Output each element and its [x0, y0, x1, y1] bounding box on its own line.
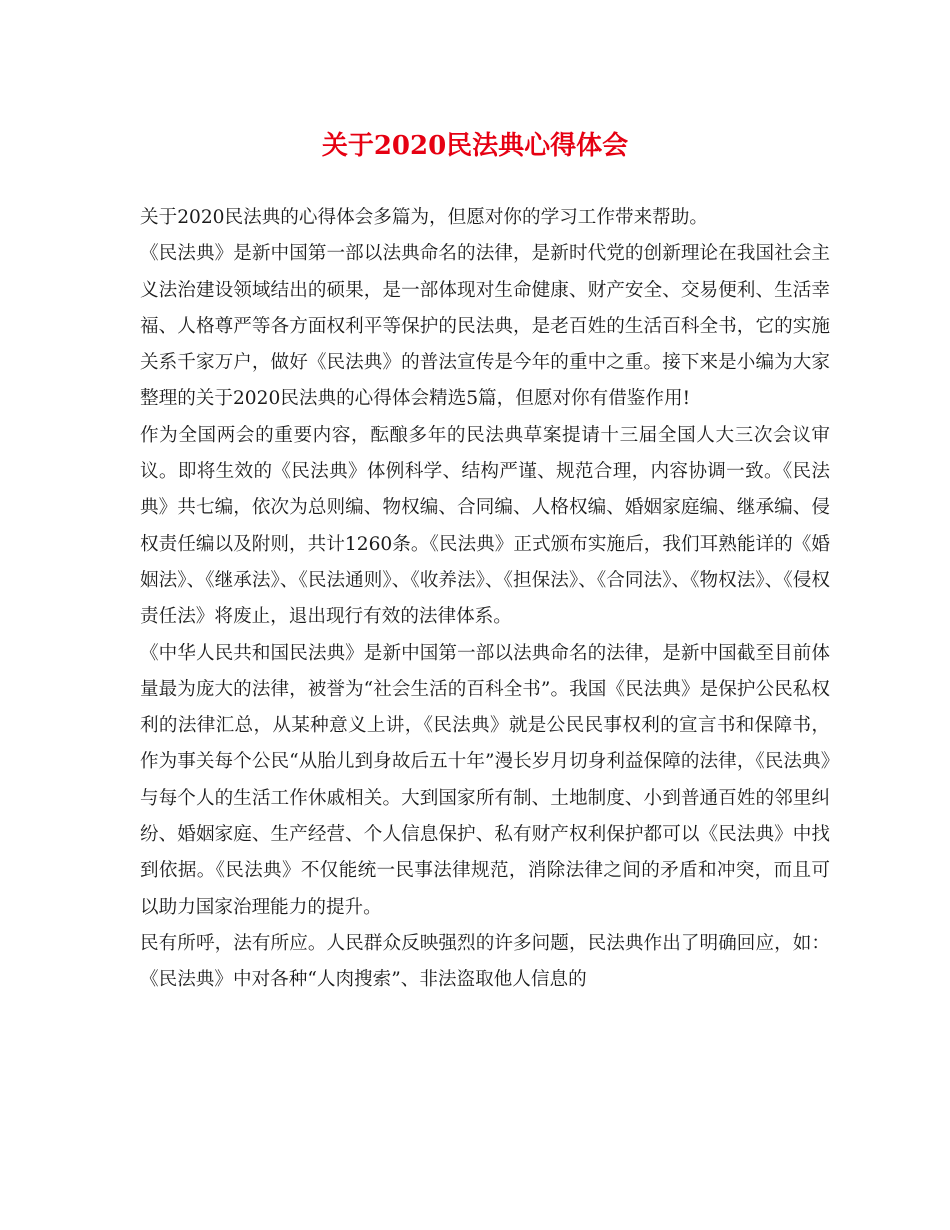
- paragraph-3: 《中华人民共和国民法典》是新中国第一部以法典命名的法律，是新中国截至目前体量最为庞大的法律，被誉为“社会生活的百科全书”。我国《民法典》是保护公民私权利的法律汇总，从某种意义上讲，《民法典》就是公民民事权利的宣言书和保障书，作为事关每个公民“从胎儿到身故后五十年”漫长岁月切身利益保障的法律，《民法典》与每个人的生活工作休戚相关。大到国家所有制、土地制度、小到普通百姓的邻里纠纷、婚姻家庭、生产经营、个人信息保护、私有财产权利保护都可以《民法典》中找到依据。《民法典》不仅能统一民事法律规范，消除法律之间的矛盾和冲突，而且可以助力国家治理能力的提升。: [140, 642, 830, 918]
- document-body: [140, 200, 830, 999]
- document-title: 关于2020民法典心得体会: [321, 131, 629, 161]
- paragraph-4: 民有所呼，法有所应。人民群众反映强烈的许多问题，民法典作出了明确回应，如：《民法典》中对各种“人肉搜索”、非法盗取他人信息的: [140, 932, 830, 991]
- paragraph-1: 《民法典》是新中国第一部以法典命名的法律，是新时代党的创新理论在我国社会主义法治建设领域结出的硕果，是一部体现对生命健康、财产安全、交易便利、生活幸福、人格尊严等各方面权利平等保护的民法典，是老百姓的生活百科全书，它的实施关系千家万户，做好《民法典》的普法宣传是今年的重中之重。接下来是小编为大家整理的关于2020民法典的心得体会精选5篇，但愿对你有借鉴作用!: [140, 243, 830, 410]
- paragraph-2: 作为全国两会的重要内容，酝酿多年的民法典草案提请十三届全国人大三次会议审议。即将生效的《民法典》体例科学、结构严谨、规范合理，内容协调一致。《民法典》共七编，依次为总则编、物权编、合同编、人格权编、婚姻家庭编、继承编、侵权责任编以及附则，共计1260条。《民法典》正式颁布实施后，我们耳熟能详的《婚姻法》、《继承法》、《民法通则》、《收养法》、《担保法》、《合同法》、《物权法》、《侵权责任法》将废止，退出现行有效的法律体系。: [140, 424, 830, 628]
- paragraph-intro: 关于2020民法典的心得体会多篇为，但愿对你的学习工作带来帮助。: [140, 207, 708, 228]
